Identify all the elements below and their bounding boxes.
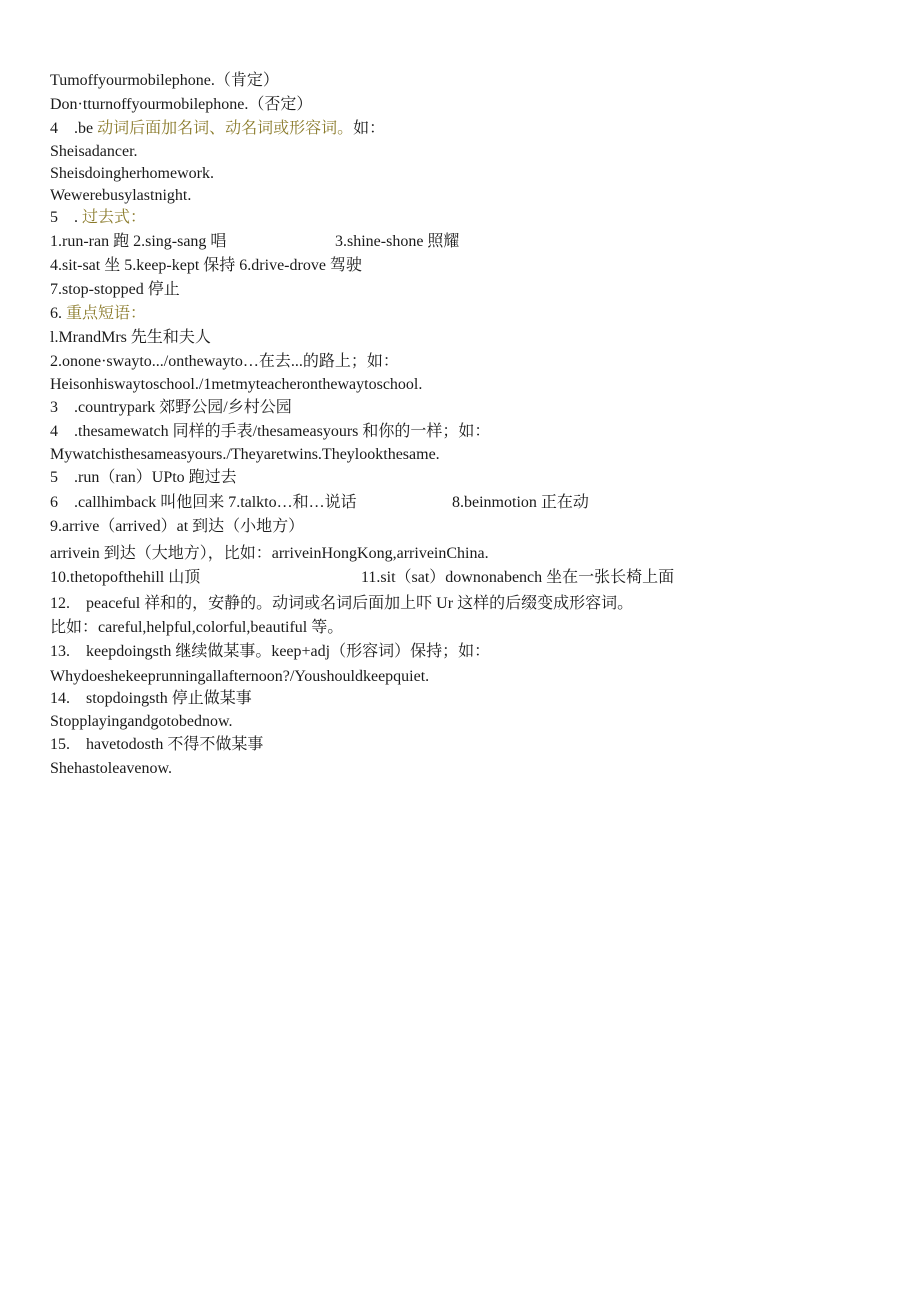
section-heading-5 [50, 208, 146, 228]
past-tense-row-2: 4.sit-sat 坐 5.keep-kept 保持 6.drive-drove 驾驶 [50, 257, 362, 274]
phrase-line: 5 .run（ran）UPto 跑过去 [50, 469, 237, 486]
phrase-line: 9.arrive（arrived）at 到达（小地方） [50, 518, 305, 535]
phrase-line: 3 .countrypark 郊野公园/乡村公园 [50, 399, 292, 416]
phrase-line: 12. peaceful 祥和的，安静的。动词或名词后面加上吓 Ur 这样的后缀变成形容词。 [50, 595, 634, 612]
phrase-item: 6 .callhimback 叫他回来 7.talkto…和…说话 [50, 494, 357, 511]
section-heading-4 [50, 119, 385, 139]
phrase-line: Whydoeshekeeprunningallafternoon?/Youshouldkeepquiet. [50, 668, 430, 685]
section-number: 4 .be [50, 120, 98, 137]
phrase-line: 4 .thesamewatch 同样的手表/thesameasyours 和你的一样；如： [50, 423, 491, 440]
phrase-row-split [50, 568, 870, 588]
section-heading-6 [50, 304, 146, 324]
phrase-line: Heisonhiswaytoschool./1metmyteacheronthewaytoschool. [50, 376, 423, 393]
phrase-item: 10.thetopofthehill 山顶 [50, 569, 201, 586]
section-title: 过去式： [82, 209, 147, 226]
example-line: Sheisadancer. [50, 143, 138, 160]
phrase-line: 2.onone·swayto.../onthewayto…在去...的路上；如： [50, 353, 399, 370]
phrase-line: Mywatchisthesameasyours./Theyaretwins.Theylookthesame. [50, 446, 440, 463]
phrase-line: 15. havetodosth 不得不做某事 [50, 736, 264, 753]
section-title: 动词后面加名词、动名词或形容词。 [97, 120, 354, 137]
text-line-2: Don·tturnoffyourmobilephone.（否定） [50, 96, 313, 113]
past-tense-item: 3.shine-shone 照耀 [335, 233, 460, 250]
section-title: 重点短语： [66, 305, 147, 322]
past-tense-row-1 [50, 232, 870, 252]
section-number: 5 . [50, 209, 83, 226]
section-number: 6. [50, 305, 66, 322]
past-tense-row-3: 7.stop-stopped 停止 [50, 281, 180, 298]
text-line-1: Tumoffyourmobilephone.（肯定） [50, 72, 279, 89]
phrase-line: Stopplayingandgotobednow. [50, 713, 233, 730]
phrase-line: Shehastoleavenow. [50, 760, 173, 777]
phrase-row-split [50, 493, 870, 513]
phrase-item: 8.beinmotion 正在动 [452, 494, 589, 511]
section-suffix: 如： [353, 120, 386, 137]
past-tense-item: 1.run-ran 跑 2.sing-sang 唱 [50, 233, 227, 250]
phrase-line: l.MrandMrs 先生和夫人 [50, 329, 211, 346]
phrase-line: 13. keepdoingsth 继续做某事。keep+adj（形容词）保持；如： [50, 643, 491, 660]
phrase-line: 比如：careful,helpful,colorful,beautiful 等。 [50, 619, 344, 636]
phrase-line: 14. stopdoingsth 停止做某事 [50, 690, 252, 707]
phrase-line: arrivein 到达（大地方），比如：arriveinHongKong,arriveinChina. [50, 545, 489, 562]
phrase-item: 11.sit（sat）downonabench 坐在一张长椅上面 [361, 569, 675, 586]
example-line: Sheisdoingherhomework. [50, 165, 214, 182]
example-line: Wewerebusylastnight. [50, 187, 192, 204]
